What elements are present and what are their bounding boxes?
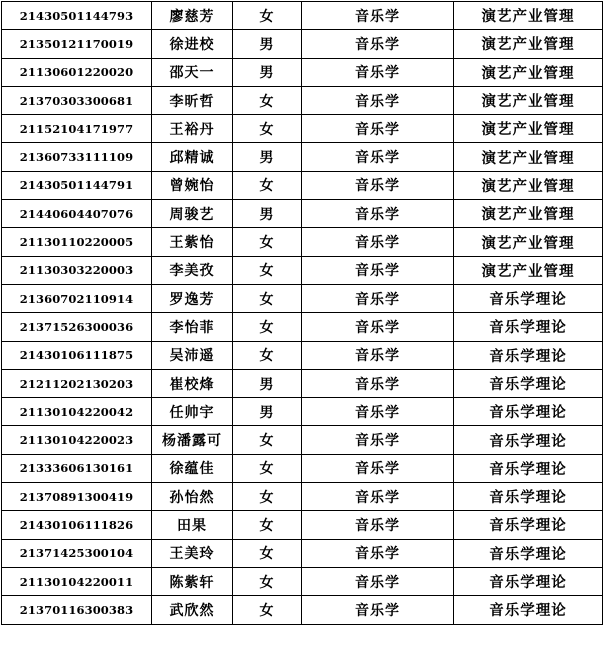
direction-cell: 音乐学理论 (454, 341, 603, 369)
direction-cell: 演艺产业管理 (454, 115, 603, 143)
gender-cell: 男 (233, 200, 302, 228)
student-name-cell: 廖慈芳 (152, 2, 233, 30)
student-id-cell: 21333606130161 (2, 454, 152, 482)
student-name-cell: 罗逸芳 (152, 284, 233, 312)
student-name-cell: 徐进校 (152, 30, 233, 58)
student-name-cell: 吴沛遥 (152, 341, 233, 369)
direction-cell: 演艺产业管理 (454, 58, 603, 86)
major-cell: 音乐学 (302, 369, 454, 397)
gender-cell: 女 (233, 171, 302, 199)
major-cell: 音乐学 (302, 398, 454, 426)
major-cell: 音乐学 (302, 313, 454, 341)
direction-cell: 演艺产业管理 (454, 200, 603, 228)
student-name-cell: 邵天一 (152, 58, 233, 86)
table-row (2, 426, 603, 454)
student-name-cell: 杨潘露可 (152, 426, 233, 454)
gender-cell: 女 (233, 426, 302, 454)
student-name-cell: 陈紫轩 (152, 567, 233, 595)
major-cell: 音乐学 (302, 539, 454, 567)
student-name-cell: 孙怡然 (152, 483, 233, 511)
student-name-cell: 邱精诚 (152, 143, 233, 171)
student-id-cell: 21430106111875 (2, 341, 152, 369)
student-id-cell: 21430106111826 (2, 511, 152, 539)
direction-cell: 演艺产业管理 (454, 86, 603, 114)
gender-cell: 女 (233, 228, 302, 256)
major-cell: 音乐学 (302, 284, 454, 312)
table-row (2, 284, 603, 312)
student-id-cell: 21130104220042 (2, 398, 152, 426)
direction-cell: 音乐学理论 (454, 426, 603, 454)
table-row (2, 539, 603, 567)
major-cell: 音乐学 (302, 171, 454, 199)
major-cell: 音乐学 (302, 200, 454, 228)
table-row (2, 511, 603, 539)
major-cell: 音乐学 (302, 341, 454, 369)
direction-cell: 演艺产业管理 (454, 256, 603, 284)
table-row (2, 143, 603, 171)
major-cell: 音乐学 (302, 30, 454, 58)
student-id-cell: 21130104220023 (2, 426, 152, 454)
student-id-cell: 21371526300036 (2, 313, 152, 341)
major-cell: 音乐学 (302, 228, 454, 256)
major-cell: 音乐学 (302, 86, 454, 114)
table-row (2, 454, 603, 482)
major-cell: 音乐学 (302, 256, 454, 284)
student-id-cell: 21211202130203 (2, 369, 152, 397)
table-row (2, 596, 603, 624)
direction-cell: 演艺产业管理 (454, 30, 603, 58)
gender-cell: 女 (233, 454, 302, 482)
student-id-cell: 21130601220020 (2, 58, 152, 86)
gender-cell: 女 (233, 313, 302, 341)
direction-cell: 音乐学理论 (454, 313, 603, 341)
table-row (2, 58, 603, 86)
gender-cell: 女 (233, 567, 302, 595)
table-row (2, 369, 603, 397)
table-row (2, 341, 603, 369)
student-id-cell: 21430501144791 (2, 171, 152, 199)
student-id-cell: 21360702110914 (2, 284, 152, 312)
gender-cell: 男 (233, 58, 302, 86)
direction-cell: 演艺产业管理 (454, 228, 603, 256)
direction-cell: 音乐学理论 (454, 369, 603, 397)
major-cell: 音乐学 (302, 567, 454, 595)
major-cell: 音乐学 (302, 596, 454, 624)
gender-cell: 女 (233, 341, 302, 369)
student-id-cell: 21350121170019 (2, 30, 152, 58)
table-row (2, 200, 603, 228)
gender-cell: 女 (233, 256, 302, 284)
student-id-cell: 21130303220003 (2, 256, 152, 284)
student-name-cell: 王紫怡 (152, 228, 233, 256)
student-name-cell: 李美孜 (152, 256, 233, 284)
student-roster-table (1, 1, 603, 625)
student-id-cell: 21440604407076 (2, 200, 152, 228)
student-name-cell: 曾婉怡 (152, 171, 233, 199)
student-id-cell: 21370116300383 (2, 596, 152, 624)
student-name-cell: 王裕丹 (152, 115, 233, 143)
major-cell: 音乐学 (302, 483, 454, 511)
major-cell: 音乐学 (302, 58, 454, 86)
student-name-cell: 王美玲 (152, 539, 233, 567)
student-name-cell: 崔校烽 (152, 369, 233, 397)
student-name-cell: 田果 (152, 511, 233, 539)
table-row (2, 115, 603, 143)
student-id-cell: 21130110220005 (2, 228, 152, 256)
direction-cell: 演艺产业管理 (454, 171, 603, 199)
table-row (2, 256, 603, 284)
major-cell: 音乐学 (302, 115, 454, 143)
gender-cell: 女 (233, 539, 302, 567)
roster-body (2, 2, 603, 625)
student-name-cell: 徐蕴佳 (152, 454, 233, 482)
direction-cell: 音乐学理论 (454, 596, 603, 624)
student-name-cell: 李怡菲 (152, 313, 233, 341)
gender-cell: 女 (233, 483, 302, 511)
direction-cell: 音乐学理论 (454, 454, 603, 482)
student-id-cell: 21430501144793 (2, 2, 152, 30)
direction-cell: 演艺产业管理 (454, 2, 603, 30)
direction-cell: 音乐学理论 (454, 284, 603, 312)
table-row (2, 86, 603, 114)
table-row (2, 398, 603, 426)
student-id-cell: 21152104171977 (2, 115, 152, 143)
table-row (2, 483, 603, 511)
major-cell: 音乐学 (302, 511, 454, 539)
student-name-cell: 任帅宇 (152, 398, 233, 426)
major-cell: 音乐学 (302, 143, 454, 171)
student-id-cell: 21371425300104 (2, 539, 152, 567)
student-name-cell: 周骏艺 (152, 200, 233, 228)
direction-cell: 音乐学理论 (454, 398, 603, 426)
student-id-cell: 21360733111109 (2, 143, 152, 171)
student-id-cell: 21370891300419 (2, 483, 152, 511)
gender-cell: 女 (233, 596, 302, 624)
major-cell: 音乐学 (302, 454, 454, 482)
student-id-cell: 21370303300681 (2, 86, 152, 114)
direction-cell: 音乐学理论 (454, 483, 603, 511)
direction-cell: 音乐学理论 (454, 539, 603, 567)
gender-cell: 女 (233, 86, 302, 114)
table-row (2, 313, 603, 341)
gender-cell: 女 (233, 2, 302, 30)
table-row (2, 2, 603, 30)
direction-cell: 音乐学理论 (454, 567, 603, 595)
direction-cell: 演艺产业管理 (454, 143, 603, 171)
gender-cell: 男 (233, 143, 302, 171)
student-id-cell: 21130104220011 (2, 567, 152, 595)
gender-cell: 女 (233, 511, 302, 539)
gender-cell: 女 (233, 284, 302, 312)
table-row (2, 30, 603, 58)
gender-cell: 男 (233, 398, 302, 426)
gender-cell: 男 (233, 369, 302, 397)
major-cell: 音乐学 (302, 426, 454, 454)
gender-cell: 男 (233, 30, 302, 58)
table-row (2, 228, 603, 256)
table-row (2, 567, 603, 595)
gender-cell: 女 (233, 115, 302, 143)
direction-cell: 音乐学理论 (454, 511, 603, 539)
student-name-cell: 武欣然 (152, 596, 233, 624)
table-row (2, 171, 603, 199)
major-cell: 音乐学 (302, 2, 454, 30)
student-name-cell: 李昕哲 (152, 86, 233, 114)
